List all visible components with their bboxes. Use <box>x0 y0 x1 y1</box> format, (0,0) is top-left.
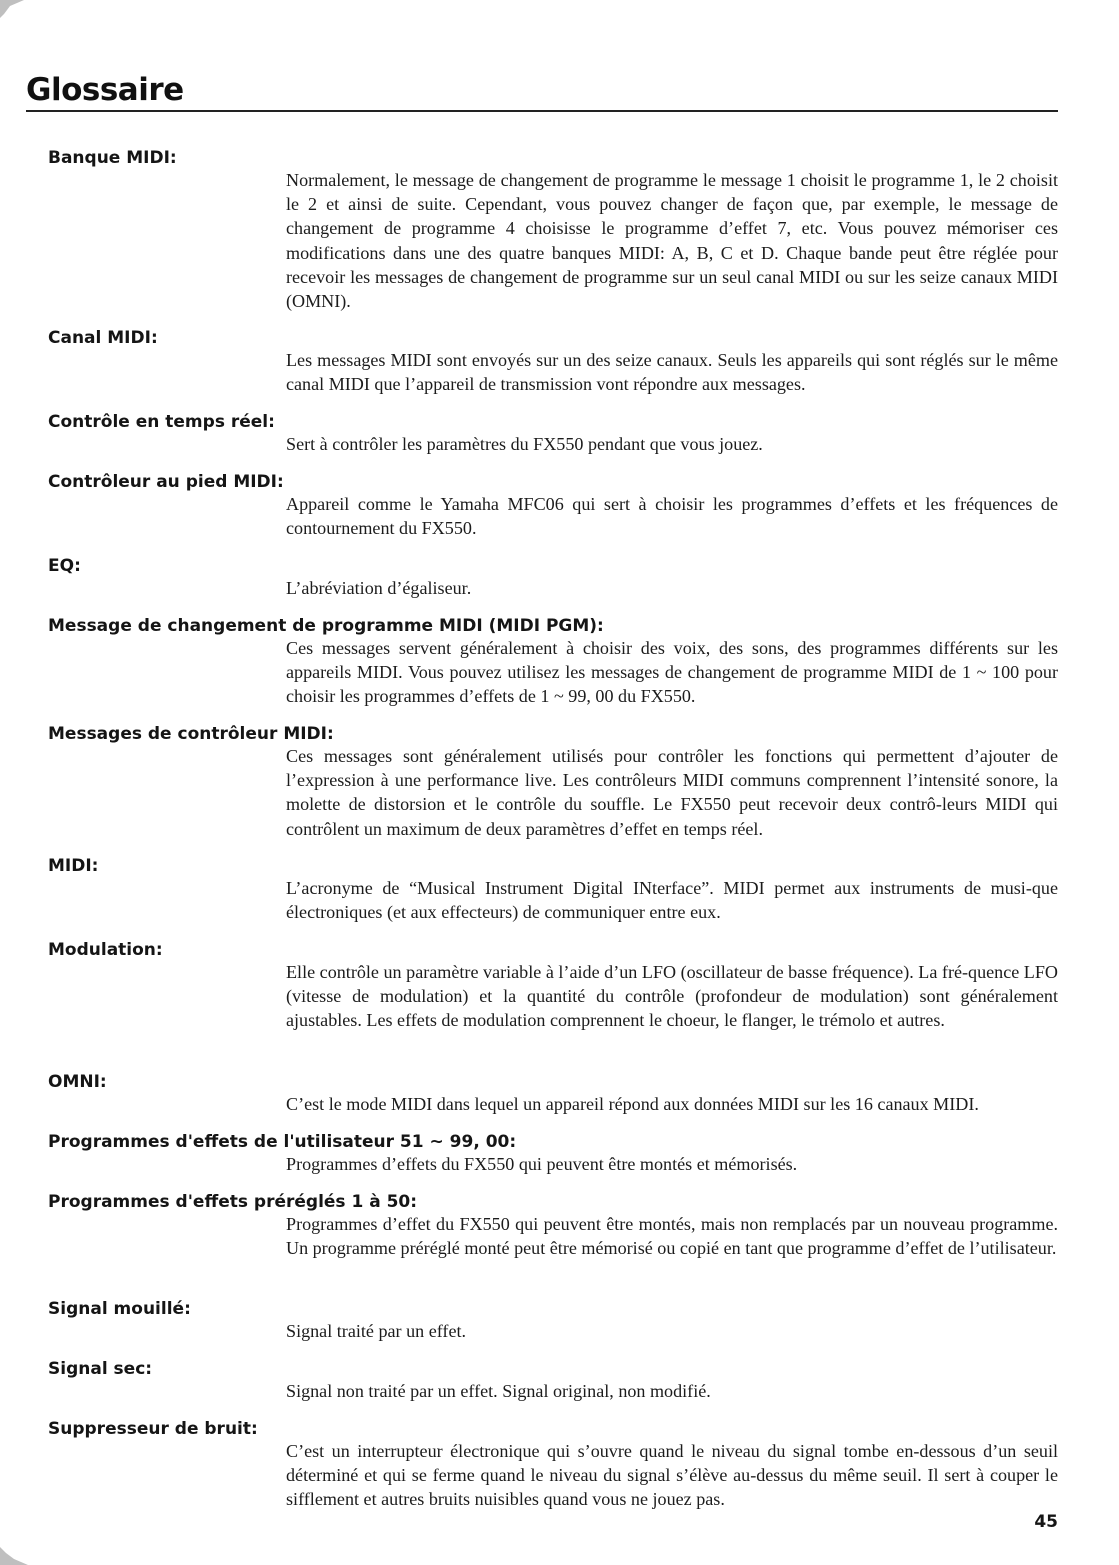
glossary-definition: Appareil comme le Yamaha MFC06 qui sert à choisir les programmes d’effets et les fréquences de contournement du FX550. <box>286 494 1058 539</box>
glossary-definition: Ces messages servent généralement à choisir des voix, des sons, des programmes différents sur les appareils MIDI. Vous pouvez utilisez les messages de changement de programme MIDI de 1 ~ 100 pour choisir les programmes d’effets de 1 ~ 99, 00 du FX550. <box>286 638 1058 707</box>
glossary-definition: Programmes d’effet du FX550 qui peuvent être montés, mais non remplacés par un nouveau programme. Un programme préréglé monté peut être mémorisé ou copié en tant que programme d’effet de l’utilisateur. <box>286 1214 1058 1259</box>
glossary-term: Signal mouillé: <box>48 1299 191 1319</box>
glossary-term: Contrôleur au pied MIDI: <box>48 472 284 492</box>
glossary-definition: L’abréviation d’égaliseur. <box>286 578 472 598</box>
glossary-term: Modulation: <box>48 940 163 960</box>
glossary-definition: Les messages MIDI sont envoyés sur un des seize canaux. Seuls les appareils qui sont réglés sur le même canal MIDI que l’appareil de transmission vont répondre aux messages. <box>286 350 1058 395</box>
glossary-definition: Programmes d’effets du FX550 qui peuvent être montés et mémorisés. <box>286 1154 798 1174</box>
glossary-definition: C’est un interrupteur électronique qui s’ouvre quand le niveau du signal tombe en-dessous d’un seuil déterminé et qui se ferme quand le niveau du signal s’élève au-dessus du même seuil. Il sert à couper le sifflement et autres bruits nuisibles quand vous ne jouez pas. <box>286 1441 1058 1510</box>
glossary-term: Messages de contrôleur MIDI: <box>48 724 334 744</box>
page-title: Glossaire <box>26 72 184 108</box>
glossary-term: MIDI: <box>48 856 99 876</box>
glossary-term: Programmes d'effets de l'utilisateur 51 ~ 99, 00: <box>48 1132 517 1152</box>
glossary-definition: Signal traité par un effet. <box>286 1321 467 1341</box>
glossary-definition: Elle contrôle un paramètre variable à l’aide d’un LFO (oscillateur de basse fréquence). La fré-quence LFO (vitesse de modulation) et la quantité du contrôle (profondeur de modulation) sont généralement ajustables. Les effets de modulation comprennent le choeur, le flanger, le trémolo et autres. <box>286 962 1058 1031</box>
glossary-term: Contrôle en temps réel: <box>48 412 275 432</box>
glossary-definition: Normalement, le message de changement de programme le message 1 choisit le programme 1, le 2 choisit le 2 et ainsi de suite. Cependant, vous pouvez changer de façon que, par exemple, le message de changement de programme 4 choisisse le programme d’effet 7, etc. Vous pouvez mémoriser ces modifications dans une des quatre banques MIDI: A, B, C et D. Chaque bande peut être réglée pour recevoir les messages de changement de programme sur un seul canal MIDI ou sur les seize canaux MIDI (OMNI). <box>286 170 1058 312</box>
glossary-term: Canal MIDI: <box>48 328 158 348</box>
glossary-definition: Ces messages sont généralement utilisés pour contrôler les fonctions qui permettent d’ajouter de l’expression à une performance live. Les contrôleurs MIDI communs comprennent l’intensité sonore, la molette de distorsion et le contrôle du souffle. Le FX550 peut recevoir deux contrô-leurs MIDI qui contrôlent un maximum de deux paramètres d’effet en temps réel. <box>286 746 1058 839</box>
glossary-definition: Sert à contrôler les paramètres du FX550 pendant que vous jouez. <box>286 434 763 454</box>
glossary-term: Signal sec: <box>48 1359 153 1379</box>
page-number: 45 <box>1034 1512 1058 1532</box>
glossary-term: Programmes d'effets préréglés 1 à 50: <box>48 1192 418 1212</box>
glossary-term: Suppresseur de bruit: <box>48 1419 258 1439</box>
title-rule <box>26 110 1058 112</box>
glossary-definition: L’acronyme de “Musical Instrument Digital INterface”. MIDI permet aux instruments de musi-que électroniques (et aux effecteurs) de communiquer entre eux. <box>286 878 1058 923</box>
glossary-term: EQ: <box>48 556 81 576</box>
scan-corner-mark-bottom <box>0 1543 28 1565</box>
scan-corner-mark-top <box>0 0 28 22</box>
glossary-term: Message de changement de programme MIDI (MIDI PGM): <box>48 616 604 636</box>
glossary-term: OMNI: <box>48 1072 107 1092</box>
glossary-definition: C’est le mode MIDI dans lequel un appareil répond aux données MIDI sur les 16 canaux MIDI. <box>286 1094 979 1114</box>
glossary-term: Banque MIDI: <box>48 148 177 168</box>
glossary-definition: Signal non traité par un effet. Signal original, non modifié. <box>286 1381 711 1401</box>
